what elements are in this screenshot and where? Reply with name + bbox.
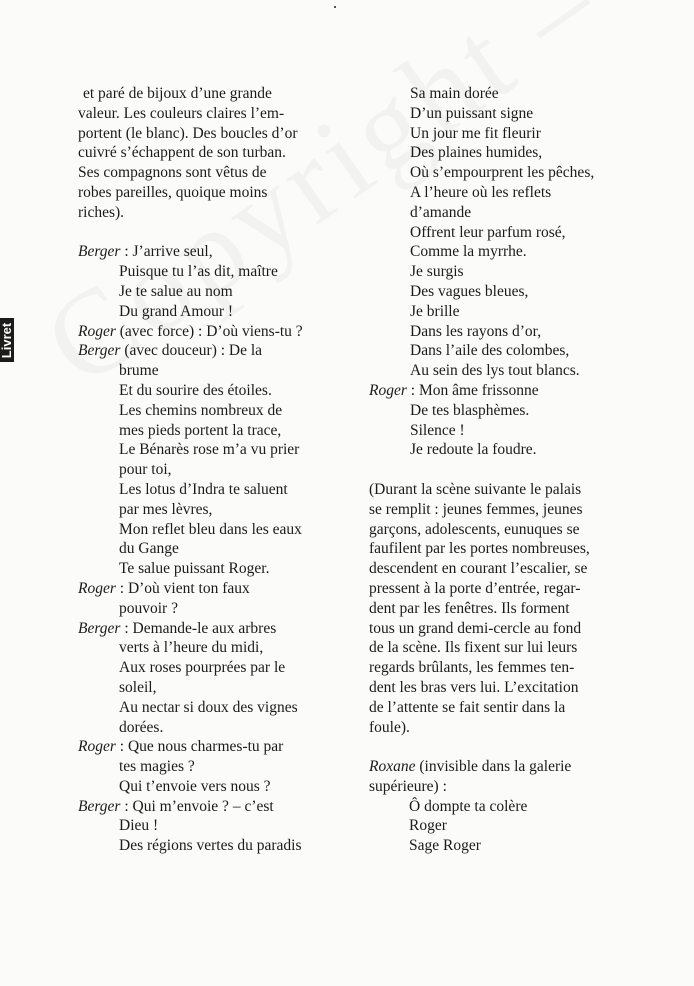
verse-line: pouvoir ? [119,599,178,617]
verse-line: Les chemins nombreux de [119,401,283,419]
verse-line: De tes blasphèmes. [410,401,530,419]
stage-direction-line: garçons, adolescents, eunuques se [369,520,580,538]
verse-line: mes pieds portent la trace, [119,421,282,439]
verse-line: dorées. [119,718,164,736]
verse-line: du Gange [119,540,179,558]
verse-line: Les lotus d’Indra te saluent [119,480,288,498]
verse-line: Silence ! [410,421,465,439]
verse-line: Dans les rayons d’or, [410,322,542,340]
verse-line: Qui t’envoie vers nous ? [119,777,271,795]
speech-line-continued: supérieure) : [369,777,447,795]
verse-line: Où s’empourprent les pêches, [410,164,595,182]
verse-line: Je surgis [410,263,464,281]
verse-line: Ô dompte ta colère [409,797,528,815]
verse-line: Aux roses pourprées par le [119,659,286,677]
stage-direction-line: descendent en courant l’escalier, se [369,560,588,578]
verse-line: Des vagues bleues, [410,282,529,300]
verse-line: Un jour me fit fleurir [410,124,541,142]
stage-direction-line: de la scène. Ils fixent sur lui leurs [369,639,578,657]
speech-text: : Mon âme frissonne [406,381,539,399]
verse-line: Je redoute la foudre. [410,441,537,459]
side-tab-label: Livret [0,322,15,358]
speech-line [78,322,368,342]
speaker-name: Berger [78,342,121,360]
speaker-name: Berger [78,243,121,261]
speech-line [78,797,368,817]
verse-line: A l’heure où les reflets [410,183,552,201]
verse-line: Sa main dorée [410,85,499,102]
verse-line: d’amande [410,203,472,221]
speech-line [78,242,368,262]
scan-speck [334,6,336,8]
verse-line: Au nectar si doux des vignes [119,698,298,716]
verse-line: Des plaines humides, [410,144,543,162]
verse-line: D’un puissant signe [410,104,534,122]
verse-line: Du grand Amour ! [119,302,234,320]
verse-line: Dans l’aile des colombes, [410,342,570,360]
left-column [78,84,368,856]
verse-line: Te salue puissant Roger. [119,560,270,578]
text-line: Ses compagnons sont vêtus de [78,164,267,182]
speaker-name: Roger [78,322,116,340]
verse-line: Offrent leur parfum rosé, [410,223,566,241]
speech-text: : Que nous charmes-tu par [115,738,284,756]
stage-direction-line: dent par les fenêtres. Ils forment [369,599,570,617]
verse-line: tes magies ? [119,758,195,776]
stage-direction-line: se remplit : jeunes femmes, jeunes [369,500,583,518]
stage-direction-line: dent les bras vers lui. L’excitation [369,678,579,696]
verse-line: soleil, [119,678,157,696]
speech-text: (invisible dans la galerie [415,758,572,776]
speech-line [78,737,368,757]
speech-line [78,341,368,361]
speech-text: : Qui m’envoie ? – c’est [120,797,274,815]
speaker-name: Berger [78,619,121,637]
verse-line: par mes lèvres, [119,500,213,518]
text-line: robes pareilles, quoique moins [78,183,268,201]
verse-line: Roger [409,817,447,835]
verse-line: Des régions vertes du paradis [119,837,302,855]
verse-line: Je brille [410,302,460,320]
speech-text: (avec force) : D’où viens-tu ? [115,322,303,340]
speaker-name: Roger [78,738,116,756]
speaker-name: Berger [78,797,121,815]
text-line: riches). [78,203,125,221]
speech-line [78,579,368,599]
speech-line [369,757,669,777]
stage-direction-line: faufilent par les portes nombreuses, [369,540,590,558]
text-line: portent (le blanc). Des boucles d’or [78,124,298,142]
stage-direction-line: (Durant la scène suivante le palais [369,480,582,498]
speech-text: : D’où vient ton faux [115,579,250,597]
verse-line: Dieu ! [119,817,159,835]
stage-direction-line: pressent à la porte d’entrée, regar- [369,579,581,597]
verse-line: Le Bénarès rose m’a vu prier [119,441,300,459]
verse-line: Sage Roger [409,837,481,855]
stage-direction-line: de l’attente se fait sentir dans la [369,698,566,716]
text-line: cuivré s’échappent de son turban. [78,144,286,162]
text-line: et paré de bijoux d’une grande [83,85,272,102]
stage-direction-line: regards brûlants, les femmes ten- [369,659,575,677]
stage-direction-line: foule). [369,718,410,736]
speech-line [78,619,368,639]
verse-line: Comme la myrrhe. [410,243,527,261]
verse-line: Je te salue au nom [119,282,233,300]
speaker-name: Roger [78,579,116,597]
speech-text: (avec douceur) : De la [120,342,263,360]
verse-line: Au sein des lys tout blancs. [410,362,580,380]
verse-line: Puisque tu l’as dit, maître [119,263,278,281]
verse-line: pour toi, [119,461,172,479]
verse-line: Et du sourire des étoiles. [119,381,272,399]
speech-text: : Demande-le aux arbres [120,619,277,637]
verse-line: Mon reflet bleu dans les eaux [119,520,302,538]
speech-text: : J’arrive seul, [120,243,213,261]
verse-line: brume [119,362,159,380]
speaker-name: Roxane [369,758,416,776]
text-line: valeur. Les couleurs claires l’em- [78,104,285,122]
speech-line [369,381,669,401]
right-column [369,84,669,856]
verse-line: verts à l’heure du midi, [119,639,264,657]
stage-direction-line: tous un grand demi-cercle au fond [369,619,582,637]
speaker-name: Roger [369,381,407,399]
side-tab [0,318,14,362]
